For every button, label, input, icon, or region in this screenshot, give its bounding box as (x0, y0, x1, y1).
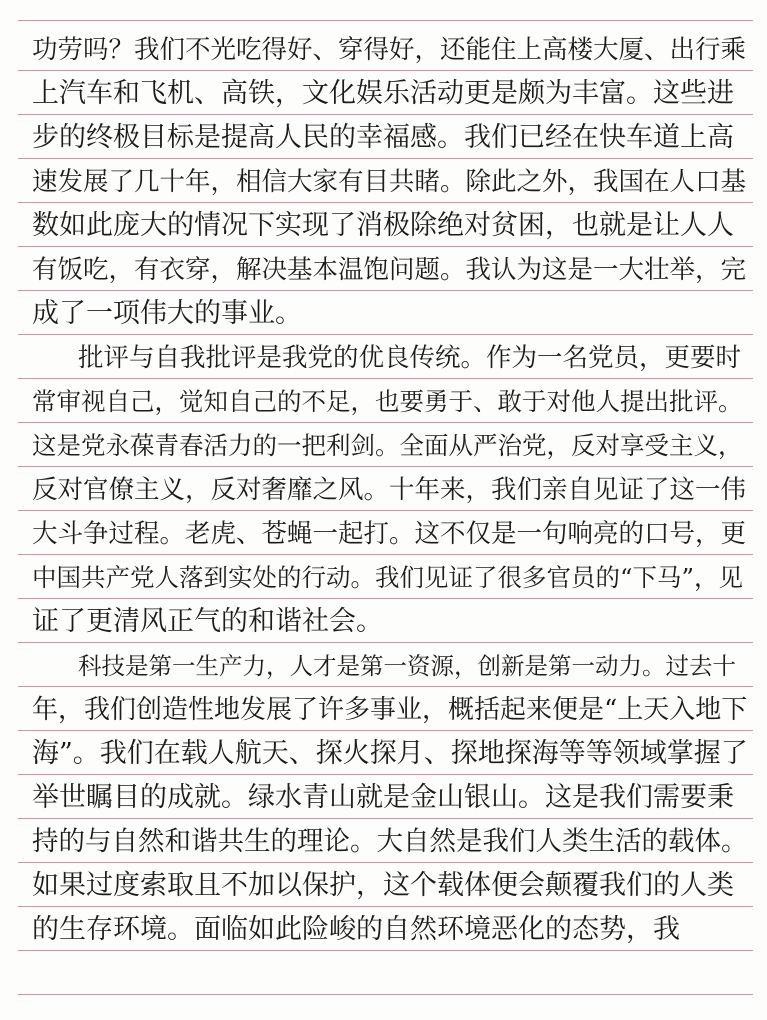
ruled-line (18, 20, 753, 21)
text-line: 上汽车和飞机、高铁，文化娱乐活动更是颇为丰富。这些进 (32, 78, 734, 109)
text-line: 数如此庞大的情况下实现了消极除绝对贫困，也就是让人人 (32, 210, 734, 241)
ruled-line (18, 246, 753, 247)
ruled-line (18, 818, 753, 819)
text-line: 年，我们创造性地发展了许多事业，概括起来便是“上天入地下 (32, 695, 748, 725)
paragraph-start-line: 科技是第一生产力，人才是第一资源，创新是第一动力。过去十 (78, 652, 736, 680)
ruled-line (18, 202, 753, 203)
text-line: 功劳吗？我们不光吃得好、穿得好，还能住上高楼大厦、出行乘 (32, 35, 747, 65)
ruled-line (18, 950, 753, 951)
text-line: 举世瞩目的成就。绿水青山就是金山银山。这是我们需要秉 (32, 782, 734, 813)
ruled-line (18, 730, 753, 731)
ruled-line (18, 862, 753, 863)
ruled-line (18, 334, 753, 335)
text-line: 反对官僚主义，反对奢靡之风。十年来，我们亲自见证了这一伟 (32, 475, 747, 505)
text-line: 有饭吃，有衣穿，解决基本温饱问题。我认为这是一大壮举，完 (32, 255, 747, 285)
ruled-line (18, 906, 753, 907)
text-line: 海”。我们在载人航天、探火探月、探地探海等等领域掌握了 (32, 738, 748, 769)
text-line: 速发展了几十年，相信大家有目共睹。除此之外，我国在人口基 (32, 167, 747, 197)
text-line: 成了一项伟大的事业。 (32, 298, 302, 329)
ruled-line (18, 686, 753, 687)
text-line: 证了更清风正气的和谐社会。 (32, 606, 383, 637)
text-line: 如果过度索取且不加以保护，这个载体便会颠覆我们的人类 (32, 870, 734, 901)
ruled-line (18, 290, 753, 291)
text-line: 大斗争过程。老虎、苍蝇一起打。这不仅是一句响亮的口号，更 (32, 519, 747, 549)
ruled-line (18, 378, 753, 379)
ruled-line (18, 422, 753, 423)
text-line: 这是党永葆青春活力的一把利剑。全面从严治党，反对享受主义， (32, 431, 743, 460)
ruled-line (18, 598, 753, 599)
ruled-line (18, 70, 753, 71)
paragraph-start-line: 批评与自我批评是我党的优良传统。作为一名党员，更要时 (78, 343, 742, 373)
text-line: 中国共产党人落到实处的行动。我们见证了很多官员的“下马”，见 (32, 563, 744, 592)
ruled-line (18, 642, 753, 643)
ruled-line (18, 554, 753, 555)
ruled-line (18, 466, 753, 467)
ruled-line (18, 994, 753, 995)
ruled-line (18, 158, 753, 159)
text-line: 的生存环境。面临如此险峻的自然环境恶化的态势，我 (32, 914, 680, 945)
text-line: 常审视自己，觉知自己的不足，也要勇于、敢于对他人提出批评。 (32, 387, 743, 416)
text-line: 持的与自然和谐共生的理论。大自然是我们人类生活的载体。 (32, 826, 748, 857)
ruled-line (18, 774, 753, 775)
text-line: 步的终极目标是提高人民的幸福感。我们已经在快车道上高 (32, 122, 734, 153)
ruled-line (18, 510, 753, 511)
ruled-line (18, 114, 753, 115)
